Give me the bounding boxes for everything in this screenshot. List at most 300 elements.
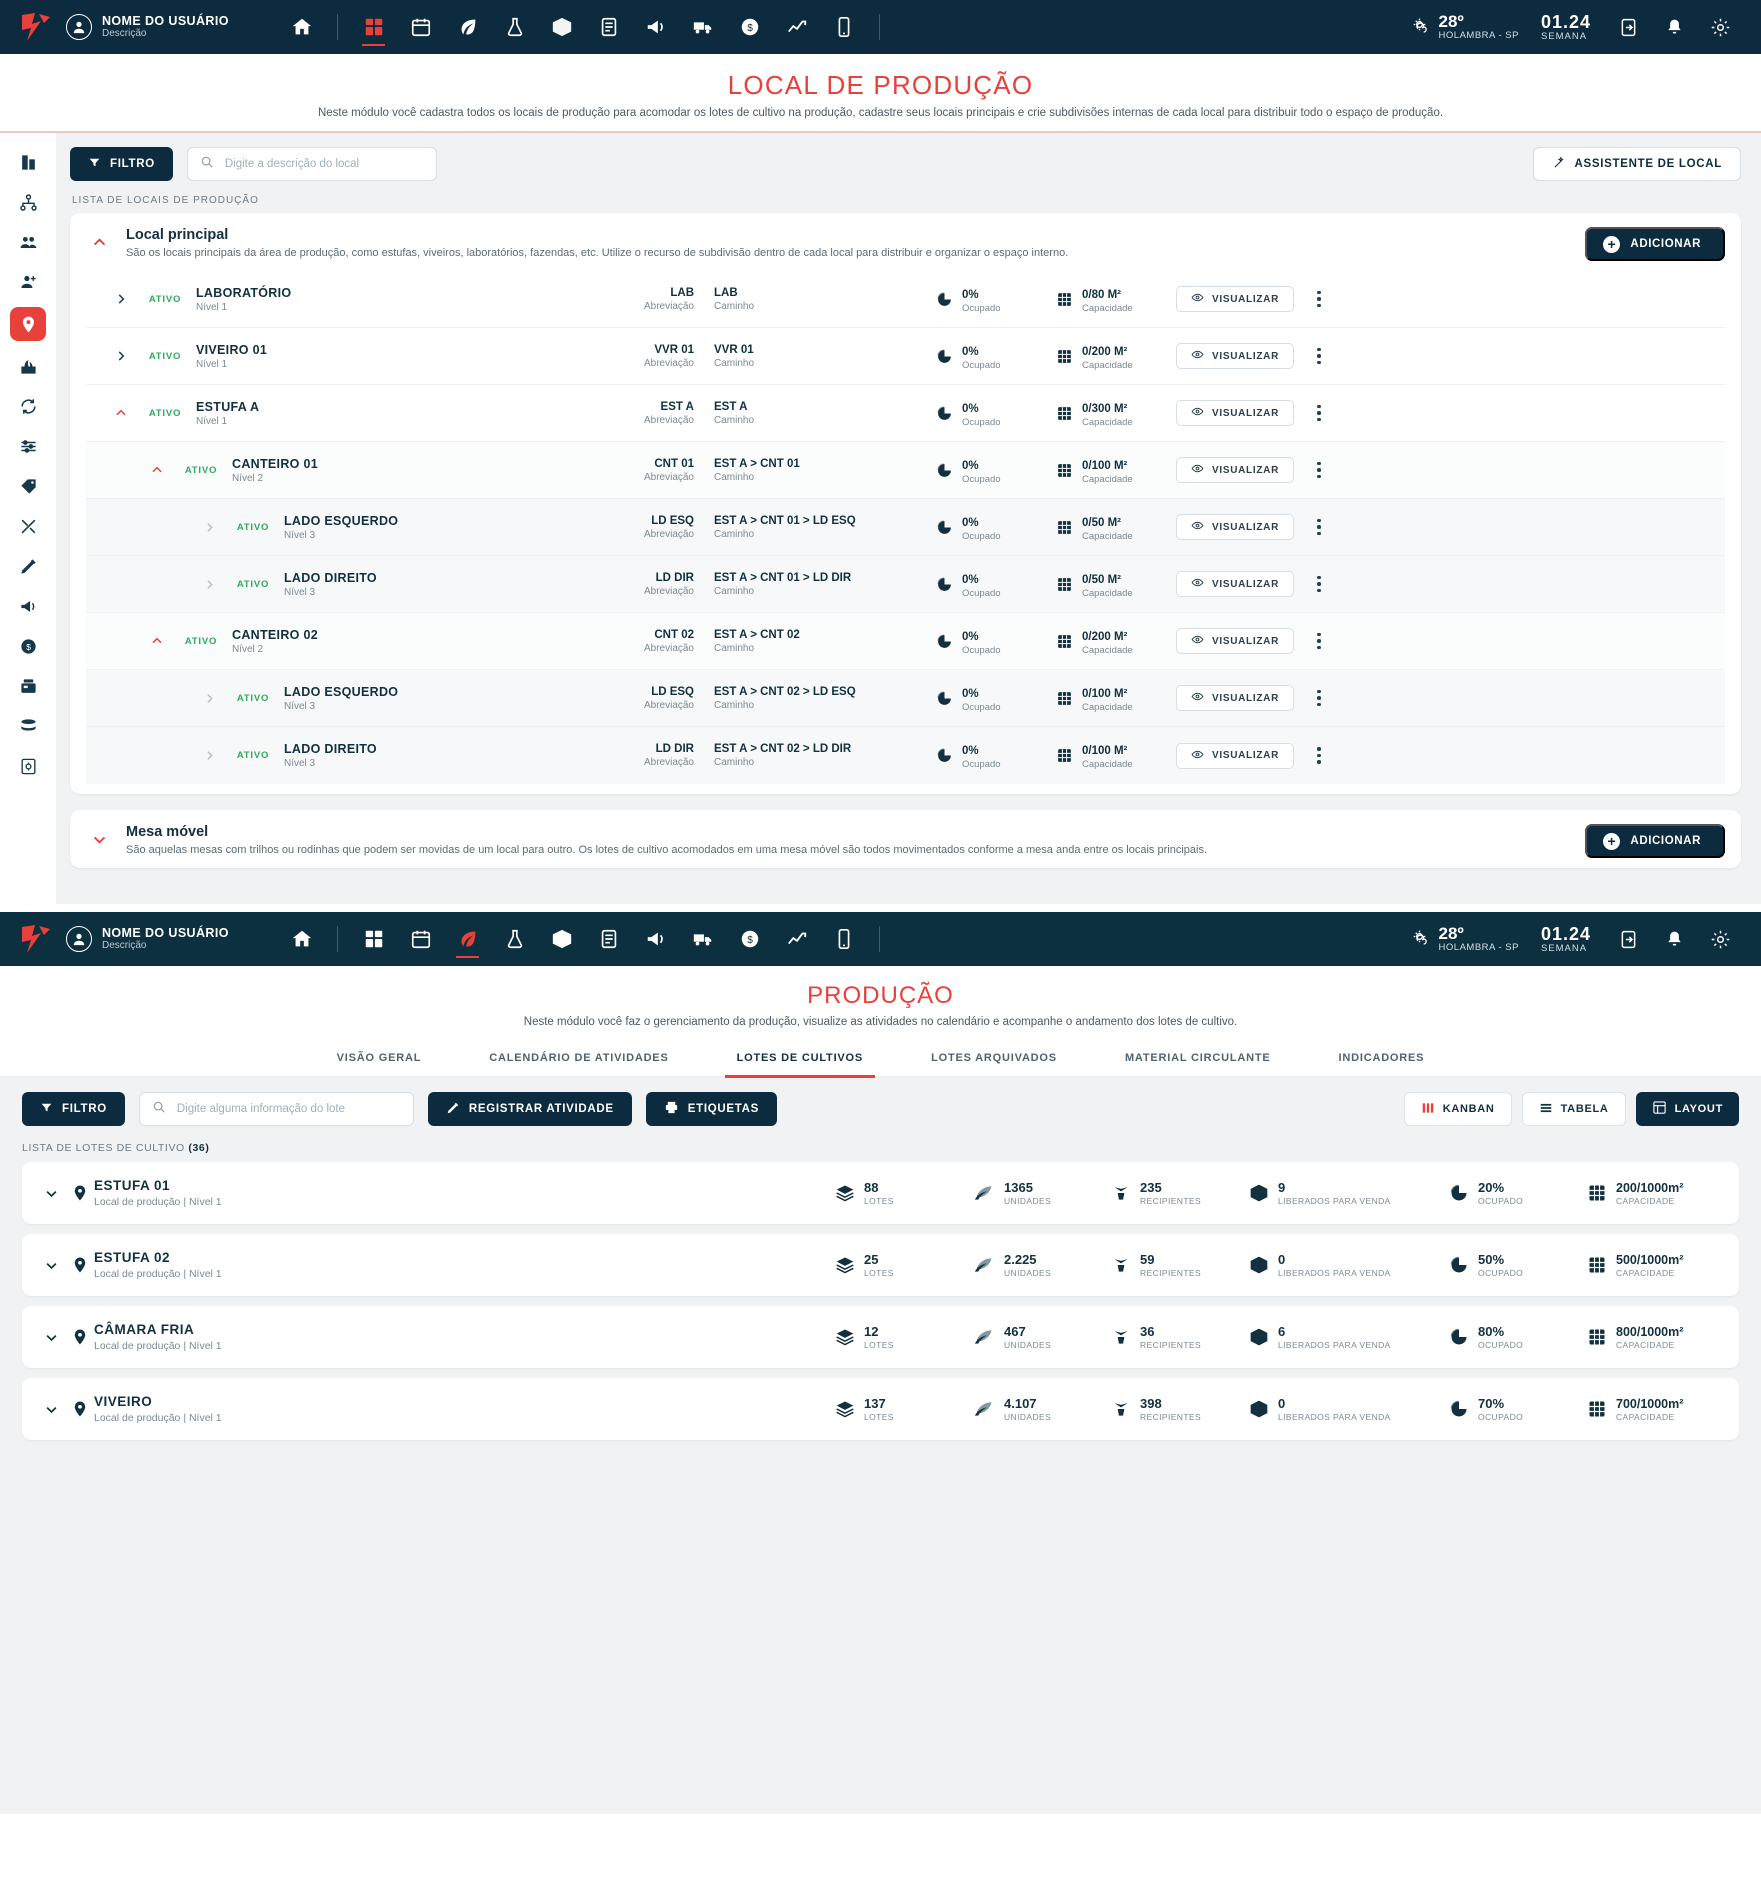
chevron-down-icon[interactable] xyxy=(36,1186,66,1201)
visualizar-label: VISUALIZAR xyxy=(1212,350,1279,362)
lot-title: VIVEIRO xyxy=(94,1394,153,1409)
weather-widget xyxy=(1404,925,1527,953)
gear-icon[interactable] xyxy=(1697,917,1743,961)
table-row[interactable] xyxy=(86,556,1725,613)
row-menu-button[interactable] xyxy=(1306,286,1332,312)
ocupado-label: Ocupado xyxy=(962,701,1001,713)
pencil-icon[interactable] xyxy=(11,551,45,581)
calendar-icon[interactable] xyxy=(397,5,444,49)
row-name-col xyxy=(196,286,556,313)
calendar-icon[interactable] xyxy=(397,917,444,961)
row-menu-button[interactable] xyxy=(1306,514,1332,540)
stat-ocupado-label: OCUPADO xyxy=(1478,1340,1524,1350)
filter-label: FILTRO xyxy=(110,158,155,170)
tab-indicadores[interactable]: INDICADORES xyxy=(1338,1052,1425,1064)
row-name: LABORATÓRIO xyxy=(196,285,292,300)
adicionar-local-principal-button[interactable] xyxy=(1585,227,1725,261)
user-description: Descrição xyxy=(102,28,147,40)
dollar-icon[interactable] xyxy=(726,917,773,961)
row-name-col xyxy=(232,457,556,484)
export-icon[interactable] xyxy=(1605,917,1651,961)
truck-icon[interactable] xyxy=(679,917,726,961)
row-name: VIVEIRO 01 xyxy=(196,342,268,357)
ocupado-label: Ocupado xyxy=(962,587,1001,599)
home-icon[interactable] xyxy=(278,917,325,961)
capacidade-label: Capacidade xyxy=(1082,701,1133,713)
filter-button[interactable] xyxy=(22,1092,125,1126)
row-caminho: EST A > CNT 01 > LD ESQ xyxy=(714,514,856,527)
user-block[interactable] xyxy=(66,926,256,952)
row-capacidade: 0/100 M² xyxy=(1082,459,1128,472)
row-abrev-col xyxy=(556,686,706,711)
row-name: CANTEIRO 01 xyxy=(232,456,318,471)
row-name-col xyxy=(196,400,556,427)
stat-capacidade-label: CAPACIDADE xyxy=(1616,1267,1675,1278)
search-lote-wrapper[interactable] xyxy=(139,1092,414,1126)
kanban-icon xyxy=(1421,1101,1435,1118)
stat-unidades xyxy=(973,1180,1111,1206)
stat-ocupado-label: OCUPADO xyxy=(1478,1196,1524,1206)
row-caminho-col xyxy=(706,515,936,540)
row-level: Nível 3 xyxy=(284,700,316,712)
abrev-label: Abreviação xyxy=(643,757,694,768)
grid-icon xyxy=(1587,1327,1607,1347)
clipboard-icon[interactable] xyxy=(585,917,632,961)
lot-stats xyxy=(835,1324,1725,1350)
adicionar-label: ADICIONAR xyxy=(1630,835,1701,847)
lot-name-col xyxy=(94,1250,424,1280)
weather-city: HOLAMBRA - SP xyxy=(1438,942,1519,953)
stat-unidades-value: 1365 xyxy=(1004,1180,1033,1195)
svg-text:$: $ xyxy=(25,641,31,652)
visualizar-button[interactable] xyxy=(1176,400,1294,426)
tab-lotes-arquivados[interactable]: LOTES ARQUIVADOS xyxy=(931,1052,1057,1064)
register-icon[interactable] xyxy=(11,671,45,701)
grid-icon xyxy=(1587,1399,1607,1419)
pie-chart-icon xyxy=(936,348,953,365)
pie-chart-icon xyxy=(936,405,953,422)
chevron-right-icon[interactable] xyxy=(196,571,222,597)
lot-stats xyxy=(835,1396,1725,1422)
caminho-label: Caminho xyxy=(714,585,755,597)
nav-divider-2 xyxy=(879,926,880,952)
row-capacidade-col xyxy=(1056,399,1176,428)
row-ocupado-col xyxy=(936,513,1056,542)
search-icon xyxy=(200,155,214,174)
chevron-down-icon[interactable] xyxy=(86,826,112,852)
stat-lotes-label: LOTES xyxy=(864,1196,894,1206)
row-name: ESTUFA A xyxy=(196,399,260,414)
stat-capacidade-label: CAPACIDADE xyxy=(1616,1195,1675,1206)
team-icon[interactable] xyxy=(11,227,45,257)
visualizar-button[interactable] xyxy=(1176,571,1294,597)
bell-icon[interactable] xyxy=(1651,5,1697,49)
building-icon[interactable] xyxy=(11,147,45,177)
stat-recipientes xyxy=(1111,1180,1249,1206)
ocupado-label: Ocupado xyxy=(962,644,1001,656)
user-name: NOME DO USUÁRIO xyxy=(102,925,229,940)
location-pin-icon xyxy=(66,1184,94,1202)
row-name-col xyxy=(284,571,556,598)
row-abrev-col xyxy=(556,743,706,768)
table-icon xyxy=(1539,1101,1553,1118)
list-item[interactable] xyxy=(22,1306,1739,1368)
stat-lotes xyxy=(835,1180,973,1206)
chevron-right-icon[interactable] xyxy=(196,685,222,711)
chevron-up-icon[interactable] xyxy=(86,229,112,255)
row-capacidade: 0/80 M² xyxy=(1082,288,1121,301)
adicionar-mesa-movel-button[interactable] xyxy=(1585,824,1725,858)
seed-box-icon[interactable] xyxy=(11,351,45,381)
app-logo[interactable] xyxy=(18,922,54,956)
grid-icon xyxy=(1056,747,1073,764)
search-input[interactable] xyxy=(175,1102,401,1116)
list-item[interactable] xyxy=(22,1162,1739,1224)
visualizar-label: VISUALIZAR xyxy=(1212,692,1279,704)
page1-body xyxy=(0,133,1761,904)
chevron-up-icon[interactable] xyxy=(108,400,134,426)
stat-ocupado xyxy=(1449,1396,1587,1422)
registrar-atividade-button[interactable] xyxy=(428,1092,632,1126)
caminho-label: Caminho xyxy=(714,357,755,369)
chevron-down-icon[interactable] xyxy=(36,1330,66,1345)
table-row[interactable] xyxy=(86,499,1725,556)
assistente-label: ASSISTENTE DE LOCAL xyxy=(1574,158,1722,170)
visualizar-label: VISUALIZAR xyxy=(1212,293,1279,305)
tab-calendario-de-atividades[interactable]: CALENDÁRIO DE ATIVIDADES xyxy=(489,1052,669,1064)
chevron-up-icon[interactable] xyxy=(144,457,170,483)
stat-ocupado xyxy=(1449,1324,1587,1350)
pie-chart-icon xyxy=(1449,1399,1469,1419)
stat-lotes-value: 25 xyxy=(864,1252,879,1267)
row-caminho-col xyxy=(706,572,936,597)
row-name-col xyxy=(196,343,556,370)
row-capacidade-col xyxy=(1056,741,1176,770)
app-logo[interactable] xyxy=(18,10,54,44)
status-badge: ATIVO xyxy=(184,635,218,647)
row-ocupado-col xyxy=(936,684,1056,713)
visualizar-button[interactable] xyxy=(1176,514,1294,540)
visualizar-button[interactable] xyxy=(1176,685,1294,711)
chart-icon[interactable] xyxy=(773,5,820,49)
settings-doc-icon[interactable] xyxy=(11,751,45,781)
row-abrev-col xyxy=(556,401,706,426)
user-name: NOME DO USUÁRIO xyxy=(102,13,229,28)
plus-icon: + xyxy=(1603,236,1620,253)
stat-recipientes xyxy=(1111,1396,1249,1422)
stat-recipientes-label: RECIPIENTES xyxy=(1140,1196,1202,1206)
capacidade-label: Capacidade xyxy=(1082,302,1133,314)
chevron-up-icon[interactable] xyxy=(144,628,170,654)
box-icon xyxy=(1249,1399,1269,1419)
table-row[interactable] xyxy=(86,385,1725,442)
stat-capacidade-value: 800/1000m² xyxy=(1616,1324,1684,1339)
chevron-right-icon[interactable] xyxy=(108,343,134,369)
abrev-label: Abreviação xyxy=(643,699,694,711)
visualizar-button[interactable] xyxy=(1176,343,1294,369)
locais-rows xyxy=(86,271,1725,784)
table-row[interactable] xyxy=(86,613,1725,670)
section-title: Local principal xyxy=(126,227,229,243)
table-row[interactable] xyxy=(86,328,1725,385)
row-name: LADO ESQUERDO xyxy=(284,684,399,699)
leaf-icon[interactable] xyxy=(444,5,491,49)
row-caminho-col xyxy=(706,743,936,768)
section-title: Mesa móvel xyxy=(126,824,209,840)
caminho-label: Caminho xyxy=(714,528,755,540)
user-block[interactable] xyxy=(66,14,256,40)
tag-icon[interactable] xyxy=(11,471,45,501)
truck-icon[interactable] xyxy=(679,5,726,49)
row-caminho-col xyxy=(706,458,936,483)
pot-icon xyxy=(1111,1327,1131,1347)
stat-unidades xyxy=(973,1324,1111,1350)
page2-subtitle: Neste módulo você faz o gerenciamento da produção, visualize as atividades no calendário e acompanhe o andamento dos lotes de cultivo. xyxy=(523,1016,1238,1028)
lotes-count: (36) xyxy=(188,1142,210,1154)
row-ocupado-col xyxy=(936,399,1056,428)
caminho-label: Caminho xyxy=(714,757,755,768)
layers-icon xyxy=(835,1183,855,1203)
row-capacidade-col xyxy=(1056,342,1176,371)
chevron-right-icon[interactable] xyxy=(108,286,134,312)
kanban-label: KANBAN xyxy=(1442,1103,1495,1115)
pie-chart-icon xyxy=(936,519,953,536)
box-icon xyxy=(1249,1255,1269,1275)
row-ocupado-col xyxy=(936,285,1056,314)
leaf-icon[interactable] xyxy=(444,917,491,961)
megaphone-icon-rail[interactable] xyxy=(11,591,45,621)
screen-divider xyxy=(0,904,1761,912)
stat-unidades-value: 467 xyxy=(1004,1324,1026,1339)
toolbar-right xyxy=(1533,147,1741,181)
row-menu-button[interactable] xyxy=(1306,628,1332,654)
stat-recipientes-label: RECIPIENTES xyxy=(1140,1268,1202,1278)
capacidade-label: Capacidade xyxy=(1082,416,1133,428)
dollar-icon[interactable] xyxy=(726,5,773,49)
status-badge: ATIVO xyxy=(148,293,182,305)
lot-subtitle: Local de produção | Nível 1 xyxy=(94,1340,222,1352)
row-capacidade: 0/50 M² xyxy=(1082,573,1121,586)
ocupado-label: Ocupado xyxy=(962,530,1001,542)
screen-local-de-producao xyxy=(0,0,1761,904)
visualizar-label: VISUALIZAR xyxy=(1212,635,1279,647)
bell-icon[interactable] xyxy=(1651,917,1697,961)
mobile-icon[interactable] xyxy=(820,917,867,961)
row-menu-button[interactable] xyxy=(1306,400,1332,426)
row-abrev: CNT 02 xyxy=(654,628,694,641)
layout-button[interactable] xyxy=(1636,1092,1739,1126)
filter-icon xyxy=(88,156,101,172)
lot-title: ESTUFA 01 xyxy=(94,1178,171,1193)
plant-units-icon xyxy=(973,1327,995,1347)
box-icon[interactable] xyxy=(538,917,585,961)
row-ocupado-col xyxy=(936,342,1056,371)
chevron-right-icon[interactable] xyxy=(196,514,222,540)
stat-unidades-value: 2.225 xyxy=(1004,1252,1037,1267)
row-abrev-col xyxy=(556,458,706,483)
lot-subtitle: Local de produção | Nível 1 xyxy=(94,1196,222,1208)
week-label: SEMANA xyxy=(1540,942,1588,954)
plant-units-icon xyxy=(973,1183,995,1203)
filter-button[interactable] xyxy=(70,147,173,181)
page-header xyxy=(0,54,1761,133)
abrev-label: Abreviação xyxy=(643,357,694,369)
stat-capacidade xyxy=(1587,1397,1725,1422)
dollar-circle-icon[interactable] xyxy=(11,631,45,661)
table-row[interactable] xyxy=(86,727,1725,784)
row-caminho: EST A > CNT 02 xyxy=(714,628,800,641)
dashboard-icon[interactable] xyxy=(350,5,397,49)
stat-recipientes-label: RECIPIENTES xyxy=(1140,1412,1202,1422)
flask-icon[interactable] xyxy=(491,917,538,961)
visualizar-button[interactable] xyxy=(1176,628,1294,654)
gear-icon[interactable] xyxy=(1697,5,1743,49)
stat-capacidade-label: CAPACIDADE xyxy=(1616,1339,1675,1350)
pie-chart-icon xyxy=(1449,1327,1469,1347)
sliders-icon[interactable] xyxy=(11,431,45,461)
tabela-button[interactable] xyxy=(1522,1092,1626,1126)
list-item[interactable] xyxy=(22,1378,1739,1440)
etiquetas-button[interactable] xyxy=(646,1092,777,1126)
visualizar-button[interactable] xyxy=(1176,743,1294,769)
week-indicator xyxy=(1527,925,1605,954)
kanban-button[interactable] xyxy=(1404,1092,1512,1126)
row-menu-button[interactable] xyxy=(1306,343,1332,369)
abrev-label: Abreviação xyxy=(643,471,694,483)
visualizar-button[interactable] xyxy=(1176,457,1294,483)
tab-lotes-de-cultivos[interactable]: LOTES DE CULTIVOS xyxy=(703,1042,897,1076)
stat-ocupado-value: 20% xyxy=(1478,1180,1505,1195)
table-row[interactable] xyxy=(86,442,1725,499)
flask-icon[interactable] xyxy=(491,5,538,49)
stat-capacidade-value: 200/1000m² xyxy=(1616,1180,1684,1195)
row-name: LADO DIREITO xyxy=(284,570,377,585)
visualizar-button[interactable] xyxy=(1176,286,1294,312)
row-capacidade: 0/300 M² xyxy=(1082,402,1128,415)
stat-capacidade xyxy=(1587,1181,1725,1206)
row-ocupado-col xyxy=(936,741,1056,770)
grid-icon xyxy=(1056,633,1073,650)
location-pin-icon[interactable] xyxy=(10,307,46,341)
home-icon[interactable] xyxy=(278,5,325,49)
stat-recipientes-value: 235 xyxy=(1140,1180,1162,1195)
week-indicator xyxy=(1527,13,1605,42)
topbar-right xyxy=(1404,5,1743,49)
eye-icon xyxy=(1191,519,1204,535)
grid-icon xyxy=(1056,405,1073,422)
row-level: Nível 3 xyxy=(284,529,316,541)
capacidade-label: Capacidade xyxy=(1082,644,1133,656)
cycle-icon[interactable] xyxy=(11,391,45,421)
row-menu-button[interactable] xyxy=(1306,571,1332,597)
location-pin-icon xyxy=(66,1400,94,1418)
status-badge: ATIVO xyxy=(236,578,270,590)
stat-capacidade xyxy=(1587,1253,1725,1278)
page2-empty-area xyxy=(0,1484,1761,1814)
mobile-icon[interactable] xyxy=(820,5,867,49)
visualizar-label: VISUALIZAR xyxy=(1212,407,1279,419)
avatar xyxy=(66,14,92,40)
row-menu-button[interactable] xyxy=(1306,685,1332,711)
row-ocupado-col xyxy=(936,570,1056,599)
page2-title: PRODUÇÃO xyxy=(807,982,954,1009)
search-input[interactable] xyxy=(223,157,424,171)
stat-lotes-value: 88 xyxy=(864,1180,879,1195)
org-chart-icon[interactable] xyxy=(11,187,45,217)
chevron-right-icon[interactable] xyxy=(196,743,222,769)
row-caminho: EST A > CNT 01 xyxy=(714,457,800,470)
stat-ocupado-value: 80% xyxy=(1478,1324,1505,1339)
row-abrev: VVR 01 xyxy=(654,343,694,356)
grid-icon xyxy=(1587,1183,1607,1203)
layers-icon[interactable] xyxy=(11,711,45,741)
stat-unidades-label: UNIDADES xyxy=(1004,1196,1052,1206)
lot-subtitle: Local de produção | Nível 1 xyxy=(94,1412,222,1424)
search-local-wrapper[interactable] xyxy=(187,147,437,181)
stat-liberados-value: 6 xyxy=(1278,1324,1286,1339)
row-capacidade-col xyxy=(1056,570,1176,599)
row-ocupado: 0% xyxy=(962,573,979,586)
stat-liberados-value: 9 xyxy=(1278,1180,1286,1195)
dashboard-icon[interactable] xyxy=(350,917,397,961)
topbar-right xyxy=(1404,917,1743,961)
row-ocupado: 0% xyxy=(962,516,979,529)
location-pin-icon xyxy=(66,1256,94,1274)
grid-icon xyxy=(1056,519,1073,536)
stat-lotes xyxy=(835,1396,973,1422)
adicionar-label: ADICIONAR xyxy=(1630,238,1701,250)
avatar xyxy=(66,926,92,952)
box-icon[interactable] xyxy=(538,5,585,49)
stat-lotes-value: 137 xyxy=(864,1396,886,1411)
chevron-down-icon[interactable] xyxy=(36,1402,66,1417)
row-caminho: EST A xyxy=(714,400,748,413)
row-capacidade-col xyxy=(1056,684,1176,713)
abrev-label: Abreviação xyxy=(643,414,694,426)
list-item[interactable] xyxy=(22,1234,1739,1296)
row-level: Nível 1 xyxy=(196,358,228,370)
stat-ocupado-label: OCUPADO xyxy=(1478,1268,1524,1278)
table-row[interactable] xyxy=(86,271,1725,328)
nav-divider xyxy=(337,926,338,952)
export-icon[interactable] xyxy=(1605,5,1651,49)
megaphone-icon[interactable] xyxy=(632,5,679,49)
user-add-icon[interactable] xyxy=(11,267,45,297)
row-caminho-col xyxy=(706,344,936,369)
row-menu-button[interactable] xyxy=(1306,457,1332,483)
clipboard-icon[interactable] xyxy=(585,5,632,49)
assistente-de-local-button[interactable] xyxy=(1533,147,1741,181)
tools-icon[interactable] xyxy=(11,511,45,541)
row-abrev-col xyxy=(556,629,706,654)
row-abrev: LAB xyxy=(670,286,694,299)
table-row[interactable] xyxy=(86,670,1725,727)
stat-unidades-label: UNIDADES xyxy=(1004,1268,1052,1278)
chart-icon[interactable] xyxy=(773,917,820,961)
page-title: LOCAL DE PRODUÇÃO xyxy=(727,70,1034,100)
row-menu-button[interactable] xyxy=(1306,743,1332,769)
grid-icon xyxy=(1056,348,1073,365)
stat-liberados-value: 0 xyxy=(1278,1396,1286,1411)
row-capacidade: 0/200 M² xyxy=(1082,345,1128,358)
main-nav-icons xyxy=(278,5,892,49)
stat-lotes xyxy=(835,1324,973,1350)
tab-material-circulante[interactable]: MATERIAL CIRCULANTE xyxy=(1124,1052,1271,1064)
megaphone-icon[interactable] xyxy=(632,917,679,961)
chevron-down-icon[interactable] xyxy=(36,1258,66,1273)
tab-visao-geral[interactable]: VISÃO GERAL xyxy=(336,1052,422,1064)
stat-liberados-value: 0 xyxy=(1278,1252,1286,1267)
